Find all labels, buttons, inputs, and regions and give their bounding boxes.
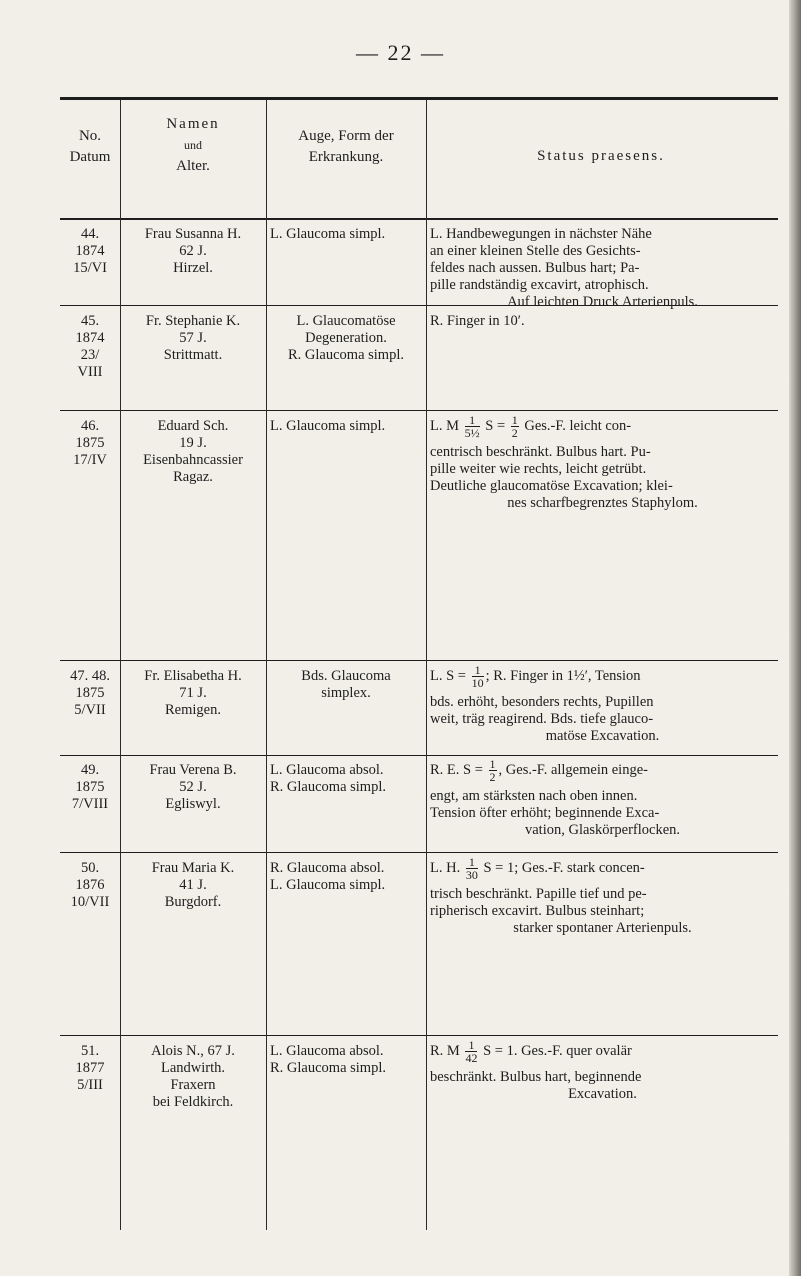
row-status: L. S = $\frac{1}{10}$ ; R. Finger in 1½′, Tension bds. erhöht, besonders rechts, Pupillen weit, träg reagirend. Bds. tiefe glauco- matöse Excavation. [430, 664, 775, 745]
header-bottom-rule [60, 218, 778, 220]
row-no-date: 51. 1877 5/III [75, 1043, 105, 1093]
row-eye: L. Glaucomatöse Degeneration. R. Glaucoma simpl. [288, 313, 404, 363]
row-separator [60, 660, 778, 661]
row-separator [60, 852, 778, 853]
status-first-line: L. M $\frac{1}{\text{5½}}$ S = $\frac{1}{2}$ Ges.-F. leicht con- [430, 413, 632, 440]
row-name: Eduard Sch. 19 J. Eisenbahncassier Ragaz. [143, 418, 243, 485]
row-eye: L. Glaucoma absol. R. Glaucoma simpl. [270, 1043, 386, 1076]
row-status: L. M $\frac{1}{\text{5½}}$ S = $\frac{1}{2}$ Ges.-F. leicht con- centrisch beschränkt. Bulbus hart. Pu- pille weiter wie rechts, leicht getrübt. Deutliche glaucomatöse Excavation; klei- nes scharfbegrenztes Staphylom. [430, 414, 775, 512]
page-edge-shadow [789, 0, 801, 1276]
row-no-date: 49. 1875 7/VIII [71, 762, 109, 812]
header-auge-form: Auge, Form der Erkrankung. [298, 128, 394, 165]
row-name: Frau Verena B. 52 J. Egliswyl. [149, 762, 237, 812]
row-eye: L. Glaucoma absol. R. Glaucoma simpl. [270, 762, 386, 795]
row-name: Fr. Elisabetha H. 71 J. Remigen. [144, 668, 242, 718]
row-eye: Bds. Glaucoma simplex. [301, 668, 391, 701]
fraction: $\frac{1}{2}$ [489, 757, 496, 784]
status-first-line: R. E. S = $\frac{1}{2}$ , Ges.-F. allgemein einge- [430, 757, 648, 784]
row-separator [60, 410, 778, 411]
fraction: $\frac{1}{10}$ [471, 663, 484, 690]
fraction: $\frac{1}{42}$ [465, 1038, 478, 1065]
row-status: L. Handbewegungen in nächster Nähe an einer kleinen Stelle des Gesichts- feldes nach aussen. Bulbus hart; Pa- pille randständig excavirt, atrophisch. Auf leichten Druck Arterienpuls. [430, 226, 698, 310]
status-first-line: R. M $\frac{1}{42}$ S = 1. Ges.-F. quer ovalär [430, 1038, 632, 1065]
status-first-line: L. H. $\frac{1}{30}$ S = 1; Ges.-F. stark concen- [430, 855, 645, 882]
fraction: $\frac{1}{30}$ [465, 855, 478, 882]
row-no-date: 47. 48. 1875 5/VII [70, 668, 110, 718]
row-eye: L. Glaucoma simpl. [270, 418, 386, 434]
row-status: R. M $\frac{1}{42}$ S = 1. Ges.-F. quer ovalär beschränkt. Bulbus hart, beginnende Excavation. [430, 1039, 775, 1103]
header-no-datum: No. Datum [69, 128, 111, 165]
column-divider [266, 100, 267, 1230]
row-no-date: 46. 1875 17/IV [73, 418, 107, 468]
row-status: R. E. S = $\frac{1}{2}$ , Ges.-F. allgemein einge- engt, am stärksten nach oben innen. Tension öfter erhöht; beginnende Exca- vation, Glaskörperflocken. [430, 758, 775, 839]
page-number: — 22 — [356, 40, 445, 65]
header-namen-alter: Namen und Alter. [166, 116, 220, 174]
row-eye: L. Glaucoma simpl. [270, 226, 386, 242]
row-name: Fr. Stephanie K. 57 J. Strittmatt. [145, 313, 241, 363]
row-no-date: 44. 1874 15/VI [73, 226, 107, 276]
fraction: $\frac{1}{2}$ [511, 413, 518, 440]
row-name: Frau Susanna H. 62 J. Hirzel. [144, 226, 242, 276]
row-separator [60, 1035, 778, 1036]
row-eye: R. Glaucoma absol. L. Glaucoma simpl. [270, 860, 386, 893]
row-name: Alois N., 67 J. Landwirth. Fraxern bei Feldkirch. [151, 1043, 235, 1110]
status-first-line: L. S = $\frac{1}{10}$ ; R. Finger in 1½′, Tension [430, 663, 641, 690]
column-divider [426, 100, 427, 1230]
row-no-date: 50. 1876 10/VII [70, 860, 110, 910]
row-separator [60, 755, 778, 756]
row-no-date: 45. 1874 23/ VIII [75, 313, 105, 380]
header-status-praesens: Status praesens. [537, 148, 665, 164]
fraction: $\frac{1}{\text{5½}}$ [464, 413, 480, 440]
row-name: Frau Maria K. 41 J. Burgdorf. [151, 860, 235, 910]
row-status: R. Finger in 10′. [430, 313, 525, 329]
table-top-rule [60, 97, 778, 100]
row-status: L. H. $\frac{1}{30}$ S = 1; Ges.-F. stark concen- trisch beschränkt. Papille tief und pe- ripherisch excavirt. Bulbus steinhart; starker spontaner Arterienpuls. [430, 856, 775, 937]
